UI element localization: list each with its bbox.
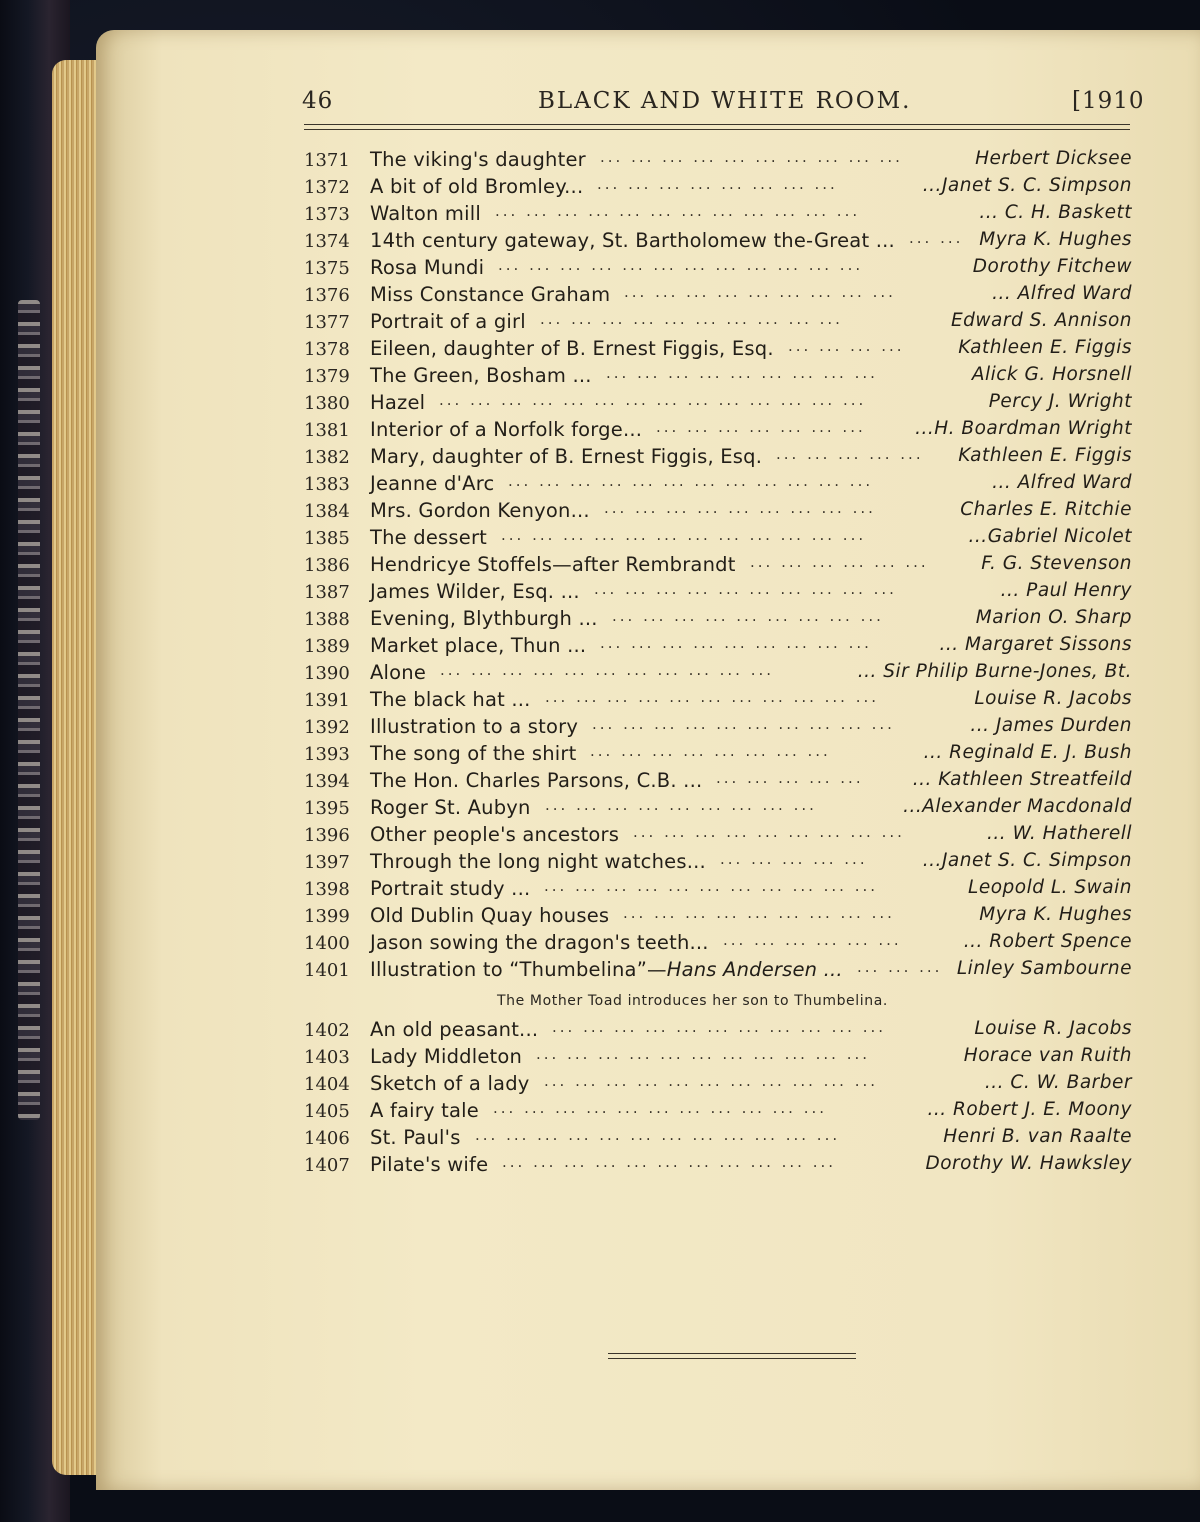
leader-dots: ... ... ... ... ... ... ... ... ... [606, 364, 878, 382]
entry-artist: ...H. Boardman Wright [915, 418, 1132, 439]
entry-number: 1372 [304, 177, 350, 198]
catalogue-entry [304, 148, 1140, 175]
catalogue-entry [304, 526, 1140, 553]
entry-number: 1375 [304, 258, 350, 279]
entry-artist: Alick G. Horsnell [971, 364, 1132, 385]
entry-title [370, 472, 494, 495]
leader-dots: ... ... ... ... ... ... ... ... ... ... ... ... [495, 202, 861, 220]
entry-title-text: Eileen, daughter of B. Ernest Figgis, Esq. [370, 337, 774, 360]
entry-title-text: A bit of old Bromley... [370, 175, 584, 198]
entry-number: 1371 [304, 150, 350, 171]
entry-artist: Charles E. Ritchie [960, 499, 1132, 520]
entry-title-text: Interior of a Norfolk forge... [370, 418, 643, 441]
catalogue-entry [304, 1045, 1140, 1072]
entry-title-text: The dessert [370, 526, 488, 549]
entry-title-text: A fairy tale [370, 1099, 479, 1122]
entry-number: 1390 [304, 663, 350, 684]
entry-title [370, 1099, 479, 1122]
leader-dots: ... ... ... ... ... ... ... ... ... [545, 796, 817, 814]
entry-title-text: Rosa Mundi [370, 256, 485, 279]
entry-title-text: The viking's daughter [370, 148, 586, 171]
catalogue-entry [304, 850, 1140, 877]
leader-dots: ... ... ... ... ... ... ... ... ... ... ... ... [508, 472, 874, 490]
header-rule [304, 124, 1130, 125]
entry-title-text: Market place, Thun ... [370, 634, 587, 657]
entry-title-text: Old Dublin Quay houses [370, 904, 610, 927]
entry-number: 1373 [304, 204, 350, 225]
entry-title [370, 310, 526, 333]
entry-number: 1385 [304, 528, 350, 549]
catalogue-entry [304, 742, 1140, 769]
entry-artist: F. G. Stevenson [981, 553, 1132, 574]
entry-number: 1383 [304, 474, 350, 495]
entry-title [370, 256, 484, 279]
leader-dots: ... ... ... ... ... ... ... ... ... ... ... ... [501, 526, 867, 544]
leader-dots: ... ... ... ... ... ... ... ... ... ... ... [440, 661, 775, 679]
entry-title-text: The Hon. Charles Parsons, C.B. ... [370, 769, 703, 792]
entry-title-text: Pilate's wife [370, 1153, 489, 1176]
entry-artist: Leopold L. Swain [968, 877, 1132, 898]
entry-number: 1400 [304, 933, 350, 954]
entry-title [370, 364, 592, 387]
page-year: [1910 [1072, 88, 1145, 114]
entry-title-text: The black hat ... [370, 688, 531, 711]
catalogue-entry [304, 769, 1140, 796]
entry-title [370, 607, 598, 630]
leader-dots: ... ... ... ... ... ... [723, 931, 902, 949]
entry-number: 1397 [304, 852, 350, 873]
entry-title [370, 877, 530, 900]
entry-title-text: An old peasant... [370, 1018, 539, 1041]
entry-artist: ... Robert Spence [963, 931, 1132, 952]
entry-title [370, 931, 709, 954]
entry-number: 1404 [304, 1074, 350, 1095]
entry-artist: Kathleen E. Figgis [958, 445, 1132, 466]
catalogue-entry [304, 499, 1140, 526]
entry-title [370, 715, 578, 738]
entry-artist: ...Janet S. C. Simpson [922, 850, 1132, 871]
leader-dots: ... ... ... [857, 958, 943, 976]
catalogue-entry [304, 1072, 1140, 1099]
entry-number: 1382 [304, 447, 350, 468]
catalogue-entry [304, 796, 1140, 823]
catalogue-entry [304, 472, 1140, 499]
entry-title-text: Jason sowing the dragon's teeth... [370, 931, 709, 954]
entry-number: 1398 [304, 879, 350, 900]
entry-artist: ... C. W. Barber [984, 1072, 1132, 1093]
leader-dots: ... ... ... ... ... [720, 850, 868, 868]
entry-title [370, 499, 590, 522]
entry-artist: ... James Durden [970, 715, 1132, 736]
entry-title-text: Evening, Blythburgh ... [370, 607, 598, 630]
spine-ornament [18, 300, 40, 1120]
entry-title-text: Other people's ancestors [370, 823, 620, 846]
entry-title-text: Alone [370, 661, 427, 684]
entry-number: 1378 [304, 339, 350, 360]
entry-artist: Henri B. van Raalte [943, 1126, 1132, 1147]
entry-artist: ...Janet S. C. Simpson [922, 175, 1132, 196]
leader-dots: ... ... ... ... ... ... ... ... ... ... ... ... [475, 1126, 841, 1144]
entry-title-author: Hans Andersen ... [666, 958, 843, 981]
entry-artist: Herbert Dicksee [975, 148, 1132, 169]
page-title: BLACK AND WHITE ROOM. [538, 88, 912, 114]
entry-title [370, 1153, 488, 1176]
entry-number: 1388 [304, 609, 350, 630]
catalogue-entry [304, 715, 1140, 742]
leader-dots: ... ... ... ... ... ... ... ... ... ... ... [544, 877, 879, 895]
leader-dots: ... ... ... ... ... ... ... ... ... ... ... [493, 1099, 828, 1117]
leader-dots: ... ... [909, 229, 964, 247]
catalogue-entry [304, 607, 1140, 634]
entry-artist: Dorothy Fitchew [972, 256, 1132, 277]
leader-dots: ... ... ... ... ... ... ... ... ... [623, 904, 895, 922]
leader-dots: ... ... ... ... ... ... ... ... ... [600, 634, 872, 652]
entry-number: 1394 [304, 771, 350, 792]
entry-title [370, 553, 736, 576]
entry-number: 1395 [304, 798, 350, 819]
entry-title-text: Mary, daughter of B. Ernest Figgis, Esq. [370, 445, 763, 468]
entry-artist: Percy J. Wright [988, 391, 1132, 412]
catalogue-entry [304, 229, 1140, 256]
entry-title [370, 823, 619, 846]
entry-title [370, 1072, 530, 1095]
entry-title [370, 148, 586, 171]
entry-artist: Horace van Ruith [963, 1045, 1132, 1066]
entry-title [370, 634, 586, 657]
entry-number: 1387 [304, 582, 350, 603]
entry-title [370, 661, 426, 684]
catalogue-entry [304, 661, 1140, 688]
entry-title-text: Through the long night watches... [370, 850, 706, 873]
entry-title-text: Hazel [370, 391, 426, 414]
entry-artist: Marion O. Sharp [975, 607, 1132, 628]
leader-dots: ... ... ... ... ... ... ... ... ... ... [600, 148, 903, 166]
entry-title-text: The Green, Bosham ... [370, 364, 592, 387]
entry-title [370, 391, 425, 414]
leader-dots: ... ... ... ... ... ... ... ... ... ... ... ... ... ... [439, 391, 867, 409]
entry-artist: Louise R. Jacobs [974, 688, 1132, 709]
end-rule [608, 1353, 856, 1354]
entry-number: 1393 [304, 744, 350, 765]
leader-dots: ... ... ... ... ... ... ... ... ... ... ... ... [498, 256, 864, 274]
entry-title-text: St. Paul's [370, 1126, 461, 1149]
entry-title-text: Walton mill [370, 202, 481, 225]
entry-title [370, 202, 481, 225]
header-rule-double [304, 129, 1130, 130]
entry-artist: Louise R. Jacobs [974, 1018, 1132, 1039]
catalogue-entry [304, 418, 1140, 445]
catalogue-entry [304, 823, 1140, 850]
entry-title [370, 958, 843, 981]
entry-title-text: Portrait of a girl [370, 310, 526, 333]
entry-artist: ... Sir Philip Burne-Jones, Bt. [857, 661, 1132, 682]
leader-dots: ... ... ... ... ... [776, 445, 924, 463]
leader-dots: ... ... ... ... ... ... ... ... ... ... [540, 310, 843, 328]
entry-artist: ...Gabriel Nicolet [968, 526, 1132, 547]
leader-dots: ... ... ... ... ... ... ... ... ... [612, 607, 884, 625]
entry-title [370, 175, 583, 198]
catalogue-entry [304, 1018, 1140, 1045]
entry-artist: ... Paul Henry [1000, 580, 1132, 601]
entry-number: 1405 [304, 1101, 350, 1122]
entry-title-text: Mrs. Gordon Kenyon... [370, 499, 590, 522]
entry-title [370, 580, 580, 603]
catalogue-entry [304, 256, 1140, 283]
entry-title-text: Miss Constance Graham [370, 283, 611, 306]
leader-dots: ... ... ... ... ... ... ... ... ... ... ... [544, 1072, 879, 1090]
end-rule-double [608, 1358, 856, 1359]
leader-dots: ... ... ... ... ... [716, 769, 864, 787]
catalogue-entry [304, 634, 1140, 661]
catalogue-entry [304, 1099, 1140, 1126]
entry-number: 1402 [304, 1020, 350, 1041]
entry-title [370, 445, 762, 468]
leader-dots: ... ... ... ... ... ... ... [656, 418, 866, 436]
entry-title [370, 526, 487, 549]
entry-title-text: Sketch of a lady [370, 1072, 530, 1095]
entry-artist: ...Alexander Macdonald [903, 796, 1132, 817]
leader-dots: ... ... ... ... ... ... ... ... ... ... ... [536, 1045, 871, 1063]
entry-number: 1377 [304, 312, 350, 333]
entry-title [370, 283, 610, 306]
catalogue-entry [304, 931, 1140, 958]
entry-artist: ... Alfred Ward [992, 472, 1132, 493]
entry-title-text: Roger St. Aubyn [370, 796, 531, 819]
entry-number: 1379 [304, 366, 350, 387]
leader-dots: ... ... ... ... ... ... ... ... ... [633, 823, 905, 841]
page-number: 46 [302, 88, 334, 114]
leader-dots: ... ... ... ... [788, 337, 905, 355]
entry-number: 1380 [304, 393, 350, 414]
entry-title [370, 904, 609, 927]
entry-number: 1392 [304, 717, 350, 738]
entry-title [370, 1126, 461, 1149]
entry-number: 1401 [304, 960, 350, 981]
entry-artist: ... Alfred Ward [992, 283, 1132, 304]
catalogue-entry [304, 364, 1140, 391]
entry-title [370, 1045, 522, 1068]
entry-number: 1396 [304, 825, 350, 846]
entry-number: 1391 [304, 690, 350, 711]
leader-dots: ... ... ... ... ... ... ... ... ... [624, 283, 896, 301]
entry-artist: ... W. Hatherell [987, 823, 1132, 844]
entry-artist: ... Robert J. E. Moony [927, 1099, 1132, 1120]
catalogue-entry [304, 580, 1140, 607]
entry-artist: Myra K. Hughes [979, 229, 1132, 250]
entry-title [370, 850, 706, 873]
entry-number: 1407 [304, 1155, 350, 1176]
entry-title-text: Lady Middleton [370, 1045, 523, 1068]
leader-dots: ... ... ... ... ... ... ... ... ... ... ... [502, 1153, 837, 1171]
entry-title [370, 796, 531, 819]
entry-number: 1374 [304, 231, 350, 252]
entry-subcaption: The Mother Toad introduces her son to Thumbelina. [497, 993, 888, 1009]
entry-title-text: 14th century gateway, St. Bartholomew the-Great ... [370, 229, 895, 252]
entry-number: 1381 [304, 420, 350, 441]
entry-number: 1384 [304, 501, 350, 522]
entry-title [370, 742, 576, 765]
entry-artist: Myra K. Hughes [979, 904, 1132, 925]
entry-number: 1399 [304, 906, 350, 927]
catalogue-entry [304, 202, 1140, 229]
entry-title-text: Hendricye Stoffels—after Rembrandt [370, 553, 736, 576]
leader-dots: ... ... ... ... ... ... ... ... ... ... ... [545, 688, 880, 706]
entry-title [370, 337, 774, 360]
leader-dots: ... ... ... ... ... ... ... ... ... [604, 499, 876, 517]
catalogue-entry [304, 553, 1140, 580]
entry-title [370, 229, 895, 252]
entry-number: 1389 [304, 636, 350, 657]
catalogue-entry [304, 175, 1140, 202]
entry-artist: ... C. H. Baskett [979, 202, 1132, 223]
catalogue-entry [304, 310, 1140, 337]
catalogue-entry [304, 283, 1140, 310]
catalogue-entry [304, 445, 1140, 472]
entry-title [370, 1018, 538, 1041]
entry-number: 1386 [304, 555, 350, 576]
entry-number: 1376 [304, 285, 350, 306]
leader-dots: ... ... ... ... ... ... ... ... [590, 742, 831, 760]
leader-dots: ... ... ... ... ... ... ... ... ... ... [592, 715, 895, 733]
entry-title-text: Illustration to “Thumbelina”— [370, 958, 667, 981]
entry-title [370, 769, 702, 792]
entry-title-text: James Wilder, Esq. ... [370, 580, 580, 603]
catalogue-entry [304, 1153, 1140, 1180]
entry-artist: Linley Sambourne [956, 958, 1132, 979]
entry-artist: Kathleen E. Figgis [958, 337, 1132, 358]
entry-number: 1403 [304, 1047, 350, 1068]
catalogue-entry [304, 688, 1140, 715]
entry-title [370, 418, 642, 441]
entry-title-text: Illustration to a story [370, 715, 579, 738]
catalogue-entry [304, 337, 1140, 364]
leader-dots: ... ... ... ... ... ... [750, 553, 929, 571]
leader-dots: ... ... ... ... ... ... ... ... ... ... [594, 580, 897, 598]
entry-title [370, 688, 531, 711]
entry-artist: Edward S. Annison [950, 310, 1132, 331]
leader-dots: ... ... ... ... ... ... ... ... ... ... ... [552, 1018, 887, 1036]
entry-artist: ... Margaret Sissons [939, 634, 1132, 655]
leader-dots: ... ... ... ... ... ... ... ... [597, 175, 838, 193]
catalogue-entry [304, 1126, 1140, 1153]
catalogue-entry [304, 877, 1140, 904]
catalogue-entry [304, 958, 1140, 985]
entry-artist: Dorothy W. Hawksley [925, 1153, 1132, 1174]
entry-number: 1406 [304, 1128, 350, 1149]
entry-title-text: The song of the shirt [370, 742, 577, 765]
catalogue-entry [304, 904, 1140, 931]
entry-artist: ... Kathleen Streatfeild [912, 769, 1132, 790]
entry-artist: ... Reginald E. J. Bush [923, 742, 1132, 763]
entry-title-text: Portrait study ... [370, 877, 531, 900]
entry-title-text: Jeanne d'Arc [370, 472, 495, 495]
catalogue-entry [304, 391, 1140, 418]
